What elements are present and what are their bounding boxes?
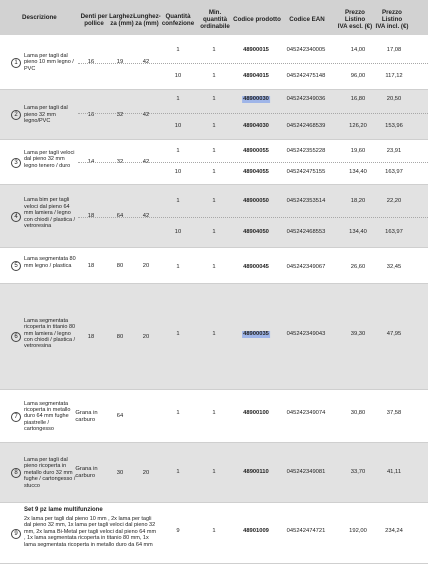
- price-excl-vat: 192,00: [349, 527, 367, 534]
- item-description: Lama segmentata ricoperta in titanio 80 mm lamiera / legno con chiodi / plastica / vetroresina: [24, 317, 76, 350]
- header-lunghezza: Lunghez- za (mm): [133, 13, 161, 27]
- min-order-quantity: 1: [212, 95, 216, 102]
- teeth-per-inch: 18: [87, 213, 95, 219]
- item-description: Lama per tagli veloci dal pieno 32 mm legno tenero / duro: [24, 149, 75, 169]
- item-description: Lama bim per tagli veloci dal pieno 64 mm lamiera / legno con chiodi / plastica / vetroresina: [24, 197, 76, 229]
- length-mm: 42: [142, 159, 150, 165]
- item-number-badge: 3: [11, 158, 21, 168]
- ean-code: 045242355228: [286, 147, 326, 154]
- min-order-quantity: 1: [212, 147, 216, 154]
- width-mm: 32: [116, 111, 124, 118]
- pack-quantity: 1: [176, 197, 180, 204]
- ean-code: 045242353514: [286, 197, 326, 204]
- item-number-badge: 9: [11, 529, 21, 539]
- item-number-badge: 6: [11, 332, 21, 342]
- price-excl-vat: 26,60: [350, 263, 366, 270]
- price-incl-vat: 37,58: [386, 409, 402, 416]
- min-order-quantity: 1: [212, 468, 216, 475]
- price-incl-vat: 47,95: [386, 330, 402, 337]
- item-number-badge: 7: [11, 412, 21, 422]
- ean-code: 045242349067: [286, 263, 326, 270]
- price-incl-vat: 23,91: [386, 147, 402, 154]
- width-mm: 19: [116, 59, 124, 65]
- teeth-per-inch: 18: [87, 333, 95, 340]
- width-mm: 64: [116, 413, 124, 419]
- ean-code: 045242349081: [286, 468, 326, 475]
- min-order-quantity: 1: [212, 122, 216, 129]
- ean-code: 045242340005: [286, 46, 326, 53]
- price-incl-vat: 234,24: [385, 527, 403, 534]
- table-header: [0, 0, 428, 35]
- header-quantita: Quantità confezione: [161, 13, 195, 27]
- item-description: Lama per tagli dal pieno 10 mm legno / PVC: [24, 52, 74, 72]
- product-code: 48904055: [243, 168, 269, 175]
- min-order-quantity: 1: [212, 330, 216, 337]
- teeth-per-inch: Grana in carburo: [75, 409, 98, 423]
- min-order-quantity: 1: [212, 46, 216, 53]
- product-code: 48900050: [243, 197, 269, 204]
- header-prezzo-iva-incl: Prezzo Listino IVA incl. (€): [375, 9, 409, 30]
- item-number-badge: 2: [11, 110, 21, 120]
- length-mm: 20: [142, 333, 150, 340]
- price-incl-vat: 163,97: [385, 168, 403, 175]
- teeth-per-inch: 16: [87, 111, 95, 118]
- pack-quantity: 1: [176, 147, 180, 154]
- pack-quantity: 1: [176, 95, 180, 102]
- item-number-badge: 1: [11, 58, 21, 68]
- item-number-badge: 5: [11, 261, 21, 271]
- length-mm: 42: [142, 213, 150, 219]
- price-incl-vat: 32,45: [386, 263, 402, 270]
- ean-code: 045242349036: [286, 95, 326, 102]
- price-excl-vat: 126,20: [349, 122, 367, 129]
- sub-row-divider: [78, 162, 428, 163]
- min-order-quantity: 1: [212, 527, 216, 534]
- price-incl-vat: 22,20: [386, 197, 402, 204]
- item-description: Lama segmentata 80 mm legno / plastica: [24, 256, 76, 269]
- price-excl-vat: 30,80: [350, 409, 366, 416]
- width-mm: 30: [116, 469, 124, 476]
- ean-code: 045242468539: [286, 122, 326, 129]
- ean-code: 045242474721: [286, 527, 326, 534]
- width-mm: 80: [116, 262, 124, 269]
- price-excl-vat: 134,40: [349, 168, 367, 175]
- min-order-quantity: 1: [212, 409, 216, 416]
- price-incl-vat: 17,08: [386, 46, 402, 53]
- width-mm: 64: [116, 213, 124, 219]
- item-description: Lama per tagli dal pieno 32 mm legno/PVC: [24, 105, 68, 125]
- price-incl-vat: 20,50: [386, 95, 402, 102]
- price-excl-vat: 39,30: [350, 330, 366, 337]
- length-mm: 42: [142, 111, 150, 118]
- product-code: 48900015: [243, 46, 269, 53]
- header-min-quantita: Min. quantità ordinabile: [200, 9, 230, 30]
- width-mm: 32: [116, 159, 124, 165]
- pack-quantity: 10: [174, 122, 182, 129]
- price-excl-vat: 16,80: [350, 95, 366, 102]
- set-title: Set 9 pz lame multifunzione: [24, 507, 103, 513]
- product-code: 48900035: [243, 330, 269, 337]
- set-description: 2x lama per tagli dal pieno 10 mm , 2x lama per tagli dal pieno 32 mm, 1x lama per tagli veloci dal pieno 32 mm, 2x lama Bi-Metal per tagli veloci dal pieno 64 mm , 1x lama segmentata ricoperta in titanio 80 mm, 1x lama segmentata ricoperta in metallo duro da 64 mm: [24, 516, 157, 548]
- price-incl-vat: 41,11: [386, 468, 402, 475]
- sub-row-divider: [78, 217, 428, 218]
- price-incl-vat: 163,97: [385, 228, 403, 235]
- product-code: 48900100: [243, 409, 269, 416]
- item-number-badge: 4: [11, 212, 21, 222]
- pack-quantity: 1: [176, 46, 180, 53]
- header-prezzo-iva-escl: Prezzo Listino IVA escl. (€): [337, 9, 373, 30]
- price-excl-vat: 33,70: [350, 468, 366, 475]
- length-mm: 42: [142, 59, 150, 65]
- product-code: 48904030: [243, 122, 269, 129]
- min-order-quantity: 1: [212, 168, 216, 175]
- product-code: 48900055: [243, 147, 269, 154]
- pack-quantity: 1: [176, 330, 180, 337]
- pack-quantity: 9: [176, 527, 180, 534]
- teeth-per-inch: 16: [87, 59, 95, 65]
- min-order-quantity: 1: [212, 197, 216, 204]
- price-incl-vat: 117,12: [385, 72, 403, 79]
- product-code: 48904050: [243, 228, 269, 235]
- header-codice-ean: Codice EAN: [289, 16, 325, 23]
- item-description: Lama per tagli dal pieno ricoperta in metallo duro 32 mm fughe / cartongesso / stucco: [24, 457, 76, 489]
- item-number-badge: 8: [11, 468, 21, 478]
- header-larghezza: Larghez- za (mm): [109, 13, 135, 27]
- ean-code: 045242349074: [286, 409, 326, 416]
- ean-code: 045242349043: [286, 330, 326, 337]
- teeth-per-inch: Grana in carburo: [75, 466, 98, 479]
- product-code: 48904015: [243, 72, 269, 79]
- price-excl-vat: 134,40: [349, 228, 367, 235]
- item-description: Lama segmentata ricoperta in metallo duro 64 mm fughe piastrelle / cartongesso: [24, 400, 71, 433]
- width-mm: 80: [116, 333, 124, 340]
- min-order-quantity: 1: [212, 228, 216, 235]
- price-excl-vat: 19,60: [350, 147, 366, 154]
- price-excl-vat: 18,20: [350, 197, 366, 204]
- length-mm: 20: [142, 262, 150, 269]
- pack-quantity: 10: [174, 72, 182, 79]
- sub-row-divider: [78, 63, 428, 64]
- teeth-per-inch: 18: [87, 262, 95, 269]
- ean-code: 045242475148: [286, 72, 326, 79]
- pack-quantity: 1: [176, 409, 180, 416]
- min-order-quantity: 1: [212, 263, 216, 270]
- teeth-per-inch: 14: [87, 159, 95, 165]
- pack-quantity: 1: [176, 468, 180, 475]
- sub-row-divider: [78, 113, 428, 114]
- product-code: 48900030: [243, 95, 269, 102]
- price-excl-vat: 14,00: [350, 46, 366, 53]
- pack-quantity: 1: [176, 263, 180, 270]
- header-descrizione: Descrizione: [22, 14, 57, 21]
- price-incl-vat: 153,96: [385, 122, 403, 129]
- pack-quantity: 10: [174, 228, 182, 235]
- ean-code: 045242468553: [286, 228, 326, 235]
- product-code: 48901009: [243, 527, 269, 534]
- product-code: 48900045: [243, 263, 269, 270]
- header-codice-prodotto: Codice prodotto: [233, 16, 281, 23]
- product-code: 48900110: [243, 468, 269, 475]
- price-excl-vat: 96,00: [350, 72, 366, 79]
- length-mm: 20: [142, 469, 150, 476]
- min-order-quantity: 1: [212, 72, 216, 79]
- ean-code: 045242475155: [286, 168, 326, 175]
- header-denti: Denti per pollice: [80, 13, 108, 27]
- pack-quantity: 10: [174, 168, 182, 175]
